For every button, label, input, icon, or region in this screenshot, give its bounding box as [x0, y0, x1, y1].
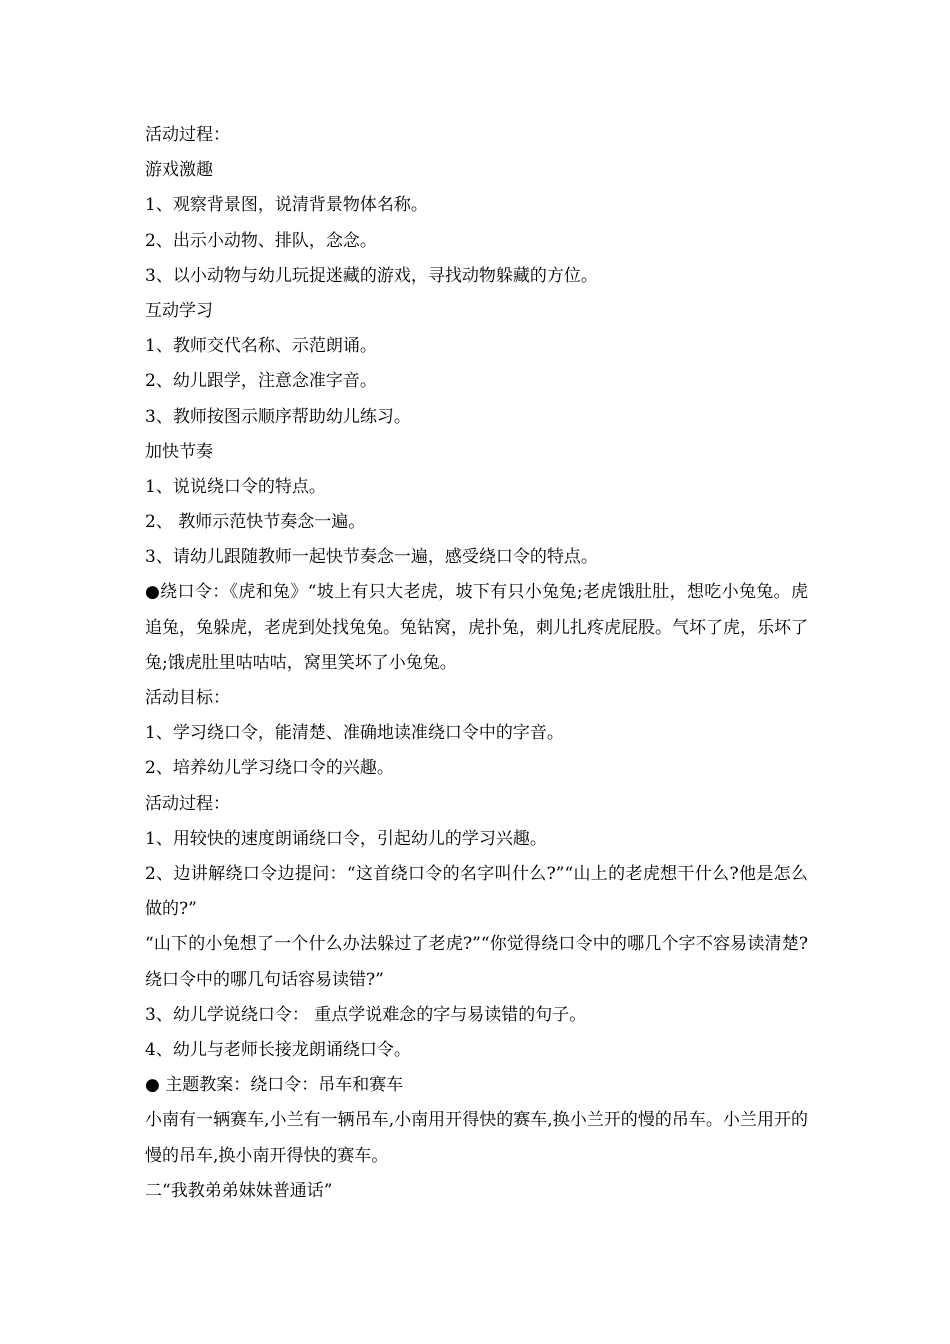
list-item: 2、出示小动物、排队，念念。	[145, 230, 377, 251]
list-item: 1、教师交代名称、示范朗诵。	[145, 336, 377, 357]
list-item: 1、观察背景图，说清背景物体名称。	[145, 195, 428, 216]
list-item: 3、幼儿学说绕口令： 重点学说难念的字与易读错的句子。	[145, 1004, 587, 1025]
list-item: 1、说说绕口令的特点。	[145, 476, 326, 497]
rhyme-paragraph: ●绕口令：《虎和兔》“坡上有只大老虎，坡下有只小兔兔;老虎饿肚肚，想吃小兔兔。虎追兔，兔躲虎，老虎到处找兔兔。兔钻窝，虎扑兔，刺儿扎疼虎屁股。气坏了虎，乐坏了兔;饿虎肚里咕咕咕，窝里笑坏了小兔兔。	[145, 582, 808, 673]
section-heading: 二“我教弟弟妹妹普通话”	[145, 1180, 333, 1201]
list-item: 3、教师按图示顺序帮助幼儿练习。	[145, 406, 411, 427]
car-rhyme-paragraph: 小南有一辆赛车,小兰有一辆吊车,小南用开得快的赛车,换小兰开的慢的吊车。小兰用开的慢的吊车,换小南开得快的赛车。	[145, 1110, 808, 1166]
list-item: 4、幼儿与老师长接龙朗诵绕口令。	[145, 1039, 411, 1060]
document-page	[145, 118, 808, 1209]
subsection-heading: 互动学习	[145, 300, 213, 321]
question-paragraph: “山下的小兔想了一个什么办法躲过了老虎?”“你觉得绕口令中的哪几个字不容易读清楚?绕口令中的哪几句话容易读错?”	[145, 934, 808, 990]
list-item: 3、请幼儿跟随教师一起快节奏念一遍，感受绕口令的特点。	[145, 547, 598, 568]
section-heading: 活动过程：	[145, 793, 230, 814]
list-item: 1、用较快的速度朗诵绕口令，引起幼儿的学习兴趣。	[145, 828, 547, 849]
subsection-heading: 加快节奏	[145, 441, 213, 462]
subsection-heading: 游戏激趣	[145, 160, 213, 181]
topic-heading: ● 主题教案：绕口令：吊车和赛车	[145, 1075, 404, 1096]
question-paragraph: 2、边讲解绕口令边提问：“这首绕口令的名字叫什么?”“山上的老虎想干什么?他是怎么做的?”	[145, 863, 808, 920]
list-item: 2、培养幼儿学习绕口令的兴趣。	[145, 758, 394, 779]
list-item: 1、学习绕口令，能清楚、准确地读准绕口令中的字音。	[145, 723, 564, 744]
section-heading: 活动过程：	[145, 125, 230, 145]
section-heading: 活动目标：	[145, 688, 230, 709]
list-item: 3、以小动物与幼儿玩捉迷藏的游戏，寻找动物躲藏的方位。	[145, 265, 598, 286]
list-item: 2、 教师示范快节奏念一遍。	[145, 512, 366, 533]
list-item: 2、幼儿跟学，注意念准字音。	[145, 371, 377, 392]
